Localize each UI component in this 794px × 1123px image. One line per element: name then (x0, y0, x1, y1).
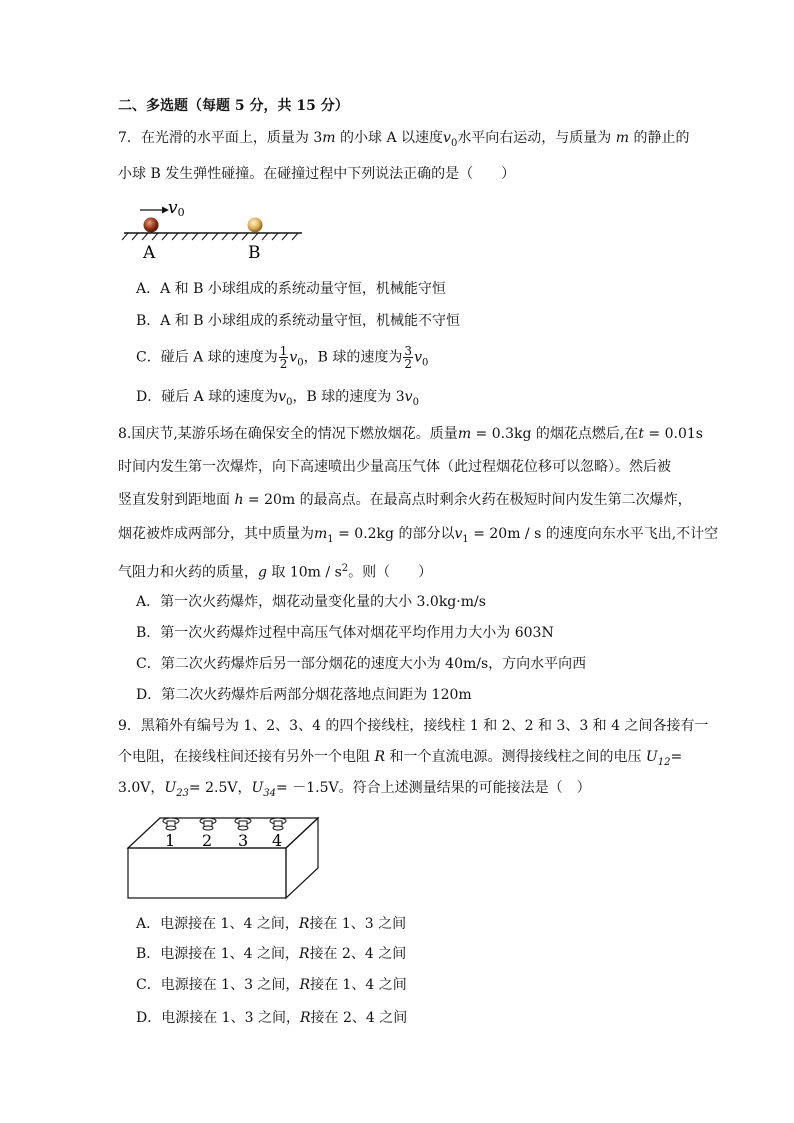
q7-var-v: v (443, 130, 451, 146)
q9-text: 和一个直流电源。测得接线柱之间的电压 (385, 749, 646, 765)
q9-stem-line1 (118, 716, 708, 736)
q9-text: = －1.5V。符合上述测量结果的可能接法是（ ） (276, 780, 591, 796)
sub: 23 (176, 787, 189, 799)
var-u: U (164, 780, 177, 796)
q8-option-d[interactable] (136, 685, 472, 705)
option-text: C．第二次火药爆炸后另一部分烟花的速度大小为 40m/s，方向水平向西 (136, 656, 587, 672)
q8-stem-line4 (118, 524, 718, 550)
option-text: A．第一次火药爆炸，烟花动量变化量的大小 3.0kg·m/s (136, 594, 486, 610)
option-text: C．碰后 A 球的速度为 (136, 349, 278, 366)
sub: 34 (263, 787, 277, 799)
q7-text: 水平向右运动，与质量为 (457, 130, 616, 146)
terminal-4 (270, 818, 286, 830)
q7-text: 7．在光滑的水平面上，质量为 3 (118, 130, 323, 146)
q8-option-b[interactable] (136, 623, 554, 643)
option-text: A．电源接在 1、4 之间， (136, 916, 299, 932)
var-v: v (404, 389, 413, 405)
q7-option-c[interactable] (136, 345, 428, 373)
q9-option-a[interactable] (136, 914, 406, 934)
option-text: 接在 2、4 之间 (310, 1010, 408, 1026)
q8-text: = 0.2kg 的部分以 (333, 526, 455, 542)
option-text: ，B 球的速度为 3 (292, 389, 405, 405)
option-text: ，B 球的速度为 (303, 349, 403, 366)
sub: 0 (286, 396, 293, 408)
box-front-face (128, 848, 286, 898)
option-text: D．第二次火药爆炸后两部分烟花落地点间距为 120m (136, 687, 472, 703)
var-m: m (457, 426, 472, 442)
sub: 0 (297, 357, 304, 369)
q8-text: 8.国庆节,某游乐场在确保安全的情况下燃放烟花。质量 (118, 426, 458, 442)
sub: 12 (657, 756, 671, 768)
q8-text: 气阻力和火药的质量， (118, 564, 258, 581)
velocity-label: v0 (168, 198, 185, 219)
var-u: U (645, 749, 658, 765)
q8-text: = 20m 的最高点。在最高点时剩余火药在极短时间内发生第二次爆炸， (243, 492, 692, 508)
q7-var-m: m (615, 130, 630, 146)
q9-text: 个电阻，在接线柱间还接有另外一个电阻 (118, 749, 375, 765)
option-text: A．A 和 B 小球组成的系统动量守恒，机械能守恒 (136, 281, 446, 297)
q8-text: = 20m / s 的速度向东水平飞出,不计空 (468, 526, 719, 542)
var-r: R (299, 977, 310, 993)
box-top-face (128, 818, 318, 848)
q7-stem-line2 (118, 164, 515, 184)
var-r: R (298, 916, 310, 932)
q8-option-a[interactable] (136, 592, 486, 612)
q9-text: = (670, 749, 683, 765)
var-v: v (289, 349, 298, 366)
ball-a-label: A (143, 243, 156, 263)
q8-text: 时间内发生第一次爆炸，向下高速喷出少量高压气体（此过程烟花位移可以忽略）。然后被 (118, 459, 671, 475)
q8-text: 。则（ ） (348, 564, 433, 581)
option-text: D．电源接在 1、3 之间， (136, 1010, 300, 1026)
terminal-label-4: 4 (272, 831, 283, 850)
var-h: h (234, 492, 244, 508)
q7-sub: 0 (450, 137, 458, 149)
q8-text: 竖直发射到距地面 (118, 492, 235, 508)
terminal-3 (235, 818, 251, 830)
q7-var-m: m (322, 130, 336, 146)
q7-text: 的小球 A 以速度 (335, 130, 444, 146)
var-r: R (299, 1010, 311, 1026)
var-v: v (414, 349, 422, 366)
sub: 1 (327, 533, 334, 545)
q9-stem-line2 (118, 747, 682, 773)
var-u: U (251, 780, 264, 796)
fraction-one-half: $\frac{1}{2}$ (279, 344, 288, 371)
q7-option-d[interactable] (136, 387, 419, 413)
terminal-label-2: 2 (202, 831, 213, 850)
q8-stem-line2 (118, 457, 671, 477)
q7-stem-line1 (118, 128, 690, 154)
q9-option-b[interactable] (136, 944, 406, 964)
q7-option-b[interactable] (136, 311, 460, 331)
option-text: D．碰后 A 球的速度为 (136, 389, 279, 405)
section-heading-text: 二、多选题（每题 5 分，共 15 分） (118, 98, 349, 114)
var-g: g (258, 564, 267, 581)
var-v: v (278, 389, 287, 405)
sub: 0 (412, 396, 419, 408)
q8-stem-line3 (118, 490, 692, 510)
terminal-1 (163, 818, 179, 830)
sup: 2 (341, 563, 349, 574)
q8-stem-line1 (118, 424, 703, 444)
terminal-2 (200, 818, 216, 830)
option-text: C．电源接在 1、3 之间， (136, 977, 300, 993)
q8-stem-line5 (118, 559, 432, 583)
terminal-label-1: 1 (165, 831, 176, 850)
q8-text: 烟花被炸成两部分，其中质量为 (118, 526, 314, 542)
terminal-label-3: 3 (238, 831, 249, 850)
var-v1: v (454, 526, 463, 542)
q7-option-a[interactable] (136, 279, 446, 299)
var-t: t (638, 426, 644, 442)
q8-text: = 0.3kg 的烟花点燃后,在 (471, 426, 639, 442)
q9-option-d[interactable] (136, 1008, 407, 1028)
var-m1: m (314, 526, 328, 542)
ground-hatching (122, 233, 298, 240)
q8-text: = 0.01s (643, 426, 703, 442)
option-text: B．电源接在 1、4 之间， (136, 946, 300, 962)
box-side-face (286, 818, 318, 898)
q9-stem-line3 (118, 778, 591, 804)
ball-a (144, 218, 159, 233)
q7-text: 的静止的 (629, 130, 690, 146)
q9-black-box-figure (124, 810, 324, 902)
option-text: B．第一次火药爆炸过程中高压气体对烟花平均作用力大小为 603N (136, 625, 554, 641)
var-r: R (374, 749, 385, 765)
option-text: 接在 1、3 之间 (309, 916, 407, 932)
q8-text: 取 10m / s (266, 564, 342, 581)
ball-b-label: B (248, 243, 261, 263)
q9-text: = 2.5V， (188, 780, 252, 796)
q7-text: 小球 B 发生弹性碰撞。在碰撞过程中下列说法正确的是（ ） (118, 166, 516, 182)
q9-text: 3.0V， (118, 780, 165, 796)
q9-option-c[interactable] (136, 975, 407, 995)
q8-option-c[interactable] (136, 654, 586, 674)
sub: 1 (462, 533, 469, 545)
q7-collision-figure (118, 195, 308, 265)
var-r: R (299, 946, 310, 962)
option-text: B．A 和 B 小球组成的系统动量守恒，机械能不守恒 (136, 313, 461, 329)
option-text: 接在 2、4 之间 (309, 946, 407, 962)
option-text: 接在 1、4 之间 (309, 977, 407, 993)
q9-text: 9．黑箱外有编号为 1、2、3、4 的四个接线柱，接线柱 1 和 2、2 和 3、3 和 4 之间各接有一 (118, 718, 709, 734)
section-heading (118, 96, 349, 116)
sub: 0 (421, 357, 429, 369)
ball-b (248, 218, 263, 233)
fraction-three-halves: $\frac{3}{2}$ (404, 344, 413, 371)
